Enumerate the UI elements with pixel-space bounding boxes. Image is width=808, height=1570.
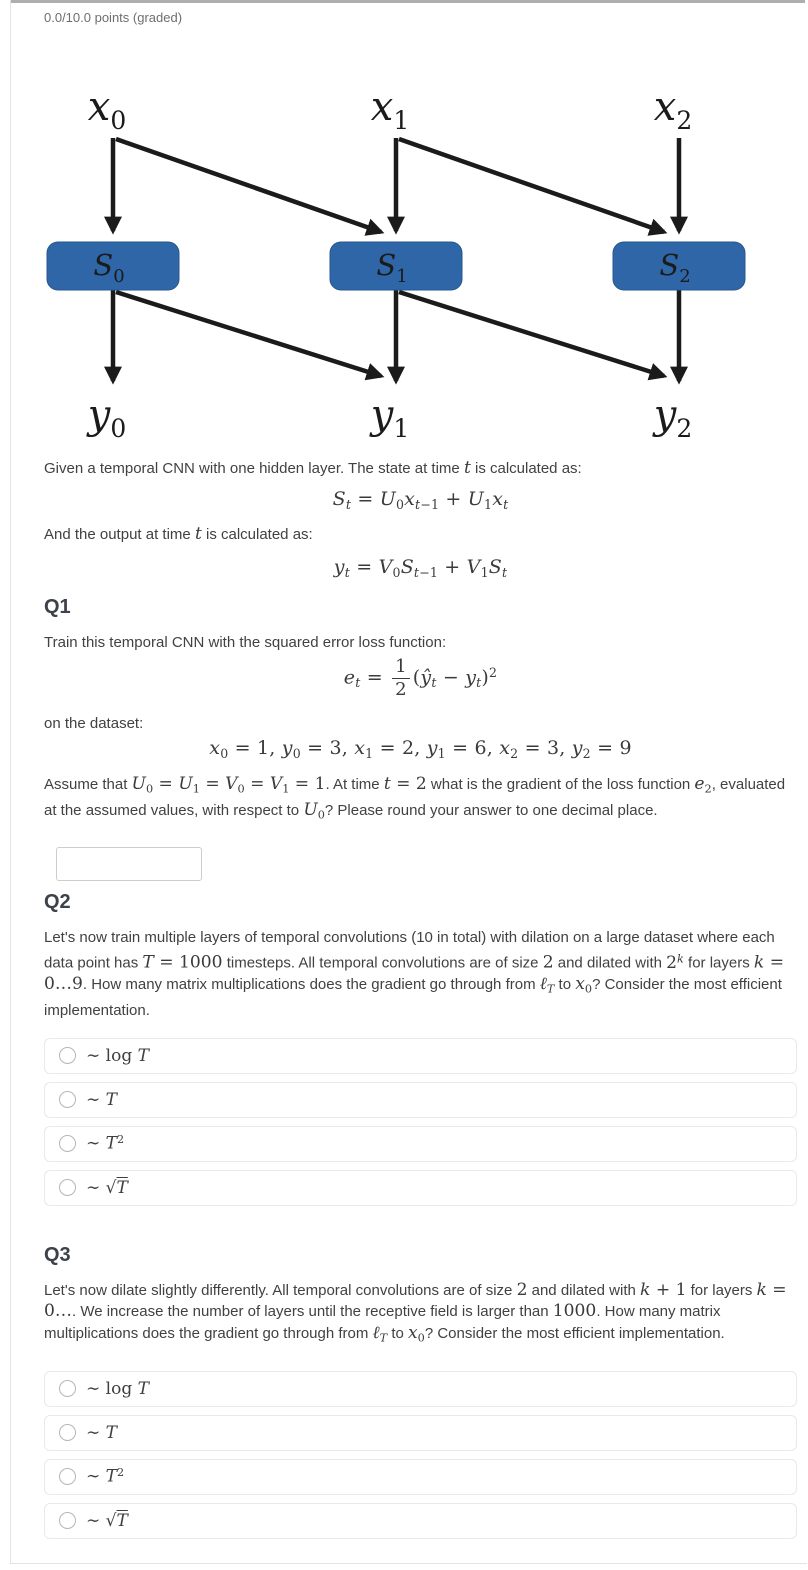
points-score: 0.0/10.0 points (graded) [44, 10, 183, 25]
arrow [116, 292, 381, 376]
equation-output: $y_t = V_0S_{t-1} + V_1S_t$ [333, 555, 508, 580]
node-x1: $x_1$ [370, 84, 410, 135]
arrow [399, 292, 664, 376]
q2-question-text: Let's now train multiple layers of temporal convolutions (10 in total) with dilation on a large dataset where each data point has T = 1000 timesteps. All temporal convolutions are of size 2 and dilated with 2$^k$ for layers k = 0…9. How many matrix multiplications does the gradient go through from ℓ$_T$ to $x_0$? Consider the most efficient implementation. [44, 928, 785, 1020]
option-label: ∼ $T^2$ [86, 1466, 125, 1487]
problem-page [10, 0, 807, 1564]
arrow [116, 139, 381, 232]
q3-heading: Q3 [44, 1243, 71, 1266]
equation-dataset: $x_0 = 1$, $y_0 = 3$, $x_1 = 2$, $y_1 = 6$, $x_2 = 3$, $y_2 = 9$ [209, 737, 632, 761]
option-label: ∼ log T [86, 1378, 149, 1399]
q2-option-t-squared[interactable] [44, 1126, 797, 1162]
q3-option-t-radio[interactable] [59, 1424, 76, 1441]
q2-option-t-squared-radio[interactable] [59, 1135, 76, 1152]
node-s0-label: $S_0$ [93, 248, 125, 287]
q2-option-sqrt-t[interactable] [44, 1170, 797, 1206]
option-label: ∼ T [86, 1422, 117, 1443]
q3-option-log-t[interactable] [44, 1371, 797, 1407]
q2-option-log-t-radio[interactable] [59, 1047, 76, 1064]
q3-options [44, 1371, 797, 1539]
node-s1-label: $S_1$ [376, 248, 408, 287]
q3-option-t[interactable] [44, 1415, 797, 1451]
equation-state: $S_t = U_0x_{t-1} + U_1x_t$ [332, 487, 509, 512]
q2-heading: Q2 [44, 890, 71, 913]
q3-option-sqrt-t[interactable] [44, 1503, 797, 1539]
node-s2-label: $S_2$ [659, 248, 691, 287]
q3-option-t-squared[interactable] [44, 1459, 797, 1495]
q2-option-t[interactable] [44, 1082, 797, 1118]
option-label: ∼ √T [86, 1177, 128, 1198]
option-label: ∼ √T [86, 1510, 128, 1531]
q1-dataset-label: on the dataset: [44, 714, 144, 732]
q2-option-sqrt-t-radio[interactable] [59, 1179, 76, 1196]
equation-loss: $e_t$ = $\frac{1}{2}$ $(ŷ_t - y_t)^2$ [343, 656, 498, 700]
node-x2: $x_2$ [653, 84, 693, 135]
q3-question-text: Let's now dilate slightly differently. All temporal convolutions are of size 2 and dilated with k + 1 for layers k = 0…. We increase the number of layers until the receptive field is larger than 1000. How many matrix multiplications does the gradient go through from ℓ$_T$ to $x_0$? Consider the most efficient implementation. [44, 1279, 787, 1345]
q1-heading: Q1 [44, 595, 71, 618]
q3-option-log-t-radio[interactable] [59, 1380, 76, 1397]
problem-content [11, 3, 807, 1539]
node-y1: $y_1$ [370, 392, 410, 443]
intro-state-text: Given a temporal CNN with one hidden layer. The state at time t is calculated as: [44, 458, 582, 478]
option-label: ∼ $T^2$ [86, 1133, 125, 1154]
node-x0: $x_0$ [87, 84, 127, 135]
q1-answer-input[interactable] [56, 847, 202, 881]
q2-options [44, 1038, 797, 1206]
arrow [399, 139, 664, 232]
temporal-cnn-diagram [41, 75, 761, 445]
q1-intro-text: Train this temporal CNN with the squared error loss function: [44, 633, 447, 651]
q1-question-text: Assume that $U_0 = U_1 = V_0 = V_1 = 1$. At time t = 2 what is the gradient of the loss function $e_2$, evaluated at the assumed values, with respect to $U_0$? Please round your answer to one decimal place. [44, 773, 786, 822]
q2-option-log-t[interactable] [44, 1038, 797, 1074]
option-label: ∼ log T [86, 1045, 149, 1066]
q3-option-sqrt-t-radio[interactable] [59, 1512, 76, 1529]
q3-option-t-squared-radio[interactable] [59, 1468, 76, 1485]
option-label: ∼ T [86, 1089, 117, 1110]
node-y2: $y_2$ [653, 392, 693, 443]
q2-option-t-radio[interactable] [59, 1091, 76, 1108]
node-y0: $y_0$ [87, 392, 127, 443]
intro-output-text: And the output at time t is calculated as: [44, 524, 313, 545]
